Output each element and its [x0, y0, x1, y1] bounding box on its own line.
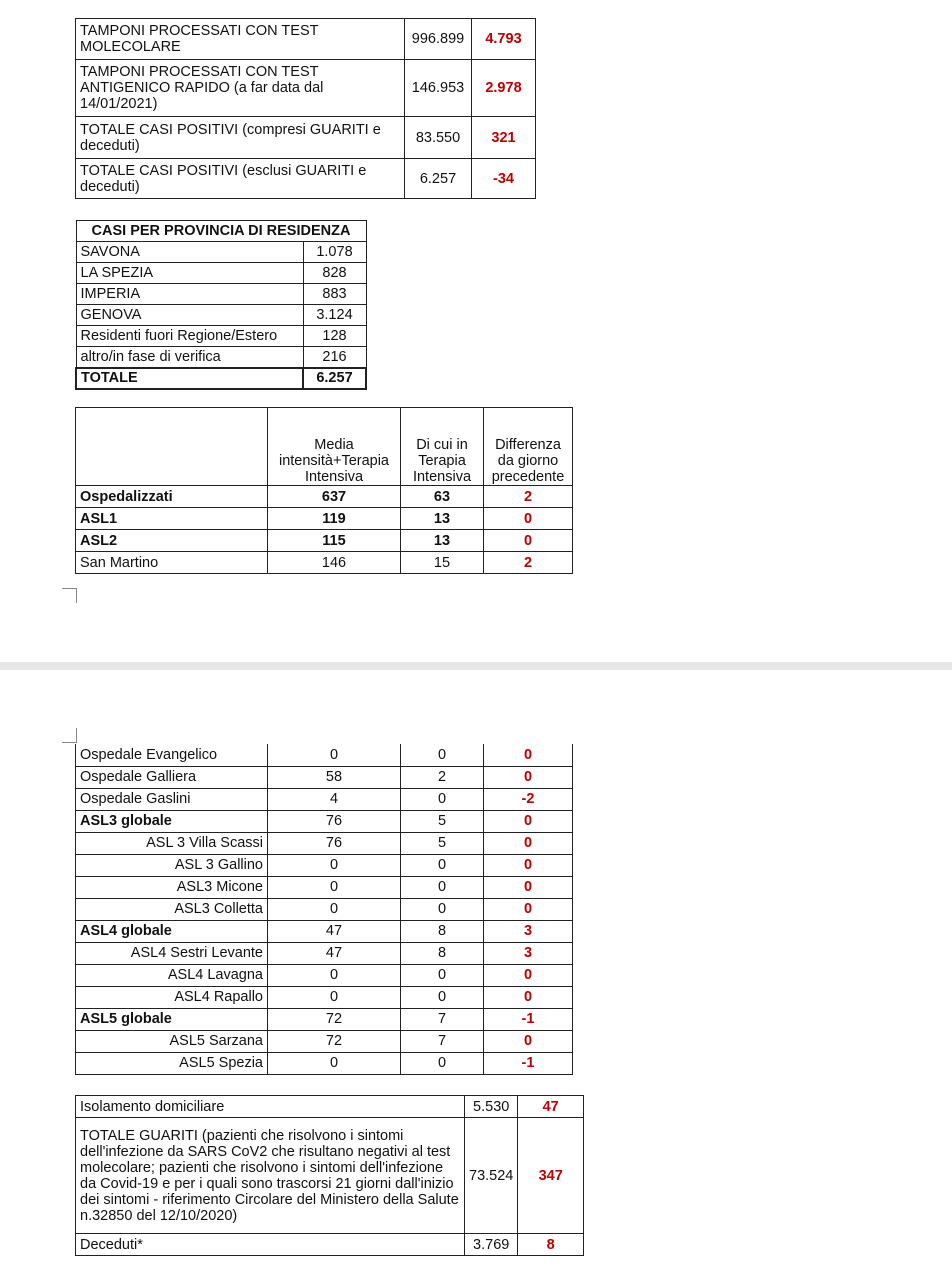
row-differenza: 0: [484, 530, 573, 552]
row-differenza: 3: [484, 920, 573, 942]
row-name: San Martino: [76, 552, 268, 574]
province-value: 216: [303, 347, 366, 368]
row-name: Ospedalizzati: [76, 486, 268, 508]
row-name: Ospedale Gaslini: [76, 788, 268, 810]
row-media: 0: [268, 986, 401, 1008]
outcome-change: 347: [518, 1118, 584, 1234]
row-label: TOTALE CASI POSITIVI (esclusi GUARITI e deceduti): [76, 159, 405, 199]
row-terapia: 0: [401, 964, 484, 986]
province-name: SAVONA: [76, 242, 303, 263]
province-name: Residenti fuori Regione/Estero: [76, 326, 303, 347]
province-header: CASI PER PROVINCIA DI RESIDENZA: [76, 221, 366, 242]
table-row: [76, 305, 366, 326]
table-row: [76, 942, 573, 964]
table-row: [76, 920, 573, 942]
row-media: 47: [268, 920, 401, 942]
row-name: ASL5 Spezia: [76, 1052, 268, 1074]
row-differenza: 0: [484, 986, 573, 1008]
row-terapia: 13: [401, 508, 484, 530]
row-differenza: 0: [484, 766, 573, 788]
row-differenza: 2: [484, 552, 573, 574]
table-row: [76, 964, 573, 986]
row-name: ASL2: [76, 530, 268, 552]
row-name: ASL3 Micone: [76, 876, 268, 898]
province-name: LA SPEZIA: [76, 263, 303, 284]
row-label: TAMPONI PROCESSATI CON TEST MOLECOLARE: [76, 19, 405, 60]
row-media: 115: [268, 530, 401, 552]
table-row: [76, 159, 536, 199]
row-terapia: 7: [401, 1030, 484, 1052]
row-terapia: 0: [401, 788, 484, 810]
table-row: [76, 810, 573, 832]
row-terapia: 0: [401, 1052, 484, 1074]
row-terapia: 0: [401, 876, 484, 898]
table-row: [76, 986, 573, 1008]
table-row: [76, 832, 573, 854]
row-media: 0: [268, 964, 401, 986]
row-terapia: 63: [401, 486, 484, 508]
row-name: ASL 3 Gallino: [76, 854, 268, 876]
row-differenza: 2: [484, 486, 573, 508]
outcome-label: Isolamento domiciliare: [76, 1096, 465, 1118]
row-name: ASL5 Sarzana: [76, 1030, 268, 1052]
row-name: ASL4 Sestri Levante: [76, 942, 268, 964]
table-row: [76, 766, 573, 788]
row-terapia: 15: [401, 552, 484, 574]
outcome-label: TOTALE GUARITI (pazienti che risolvono i sintomi dell'infezione da SARS CoV2 che risultano negativi al test molecolare; pazienti che risolvono i sintomi dell'infezione da Covid-19 e per i quali sono trascorsi 21 giorni dall'inizio dei sintomi - riferimento Circolare del Ministero della Salute n.32850 del 12/10/2020): [76, 1118, 465, 1234]
row-media: 47: [268, 942, 401, 964]
row-terapia: 7: [401, 1008, 484, 1030]
outcome-label: Deceduti*: [76, 1234, 465, 1256]
row-name: ASL4 Rapallo: [76, 986, 268, 1008]
row-name: Ospedale Galliera: [76, 766, 268, 788]
row-media: 119: [268, 508, 401, 530]
summary-table: [75, 18, 536, 199]
row-terapia: 5: [401, 832, 484, 854]
table-row: [76, 284, 366, 305]
table-row: [76, 744, 573, 766]
province-table: [75, 220, 367, 390]
table-row: [76, 347, 366, 368]
table-row: [76, 854, 573, 876]
row-differenza: 0: [484, 1030, 573, 1052]
row-name: ASL 3 Villa Scassi: [76, 832, 268, 854]
row-media: 76: [268, 810, 401, 832]
province-name: altro/in fase di verifica: [76, 347, 303, 368]
province-value: 128: [303, 326, 366, 347]
table-row: [76, 530, 573, 552]
row-label: TOTALE CASI POSITIVI (compresi GUARITI e deceduti): [76, 117, 405, 159]
table-row: [76, 60, 536, 117]
table-header-row: [76, 408, 573, 486]
table-row: [76, 876, 573, 898]
table-row: [76, 263, 366, 284]
table-row: [76, 1052, 573, 1074]
row-terapia: 8: [401, 920, 484, 942]
row-media: 4: [268, 788, 401, 810]
row-differenza: 0: [484, 810, 573, 832]
header-media: Media intensità+Terapia Intensiva: [268, 408, 401, 486]
row-media: 0: [268, 1052, 401, 1074]
table-row: [76, 242, 366, 263]
table-row: [76, 326, 366, 347]
row-value: 83.550: [405, 117, 472, 159]
table-row: [76, 117, 536, 159]
province-value: 1.078: [303, 242, 366, 263]
row-terapia: 0: [401, 744, 484, 766]
province-value: 828: [303, 263, 366, 284]
row-differenza: 0: [484, 832, 573, 854]
row-differenza: 0: [484, 508, 573, 530]
page-corner-mark: [62, 588, 77, 603]
row-media: 0: [268, 744, 401, 766]
table-header-row: [76, 221, 366, 242]
row-change: 4.793: [472, 19, 536, 60]
row-differenza: -1: [484, 1008, 573, 1030]
row-label: TAMPONI PROCESSATI CON TEST ANTIGENICO RAPIDO (a far data dal 14/01/2021): [76, 60, 405, 117]
row-media: 146: [268, 552, 401, 574]
row-differenza: -2: [484, 788, 573, 810]
header-blank: [76, 408, 268, 486]
row-media: 58: [268, 766, 401, 788]
row-name: ASL4 Lavagna: [76, 964, 268, 986]
row-name: ASL3 Colletta: [76, 898, 268, 920]
row-media: 72: [268, 1030, 401, 1052]
row-media: 0: [268, 854, 401, 876]
row-name: ASL4 globale: [76, 920, 268, 942]
row-differenza: 0: [484, 854, 573, 876]
row-terapia: 8: [401, 942, 484, 964]
row-name: ASL1: [76, 508, 268, 530]
row-differenza: 0: [484, 876, 573, 898]
province-name: GENOVA: [76, 305, 303, 326]
row-terapia: 0: [401, 898, 484, 920]
outcome-change: 47: [518, 1096, 584, 1118]
row-value: 996.899: [405, 19, 472, 60]
province-total-label: TOTALE: [76, 368, 303, 389]
table-row: [76, 552, 573, 574]
outcomes-table: [75, 1095, 584, 1256]
row-differenza: 0: [484, 964, 573, 986]
row-change: 321: [472, 117, 536, 159]
row-differenza: 0: [484, 744, 573, 766]
province-value: 883: [303, 284, 366, 305]
province-total-value: 6.257: [303, 368, 366, 389]
outcome-change: 8: [518, 1234, 584, 1256]
table-row: [76, 1234, 584, 1256]
outcome-value: 5.530: [465, 1096, 518, 1118]
table-row: [76, 898, 573, 920]
row-name: Ospedale Evangelico: [76, 744, 268, 766]
header-differenza: Differenza da giorno precedente: [484, 408, 573, 486]
row-terapia: 0: [401, 854, 484, 876]
hospital-table-continued: [75, 744, 573, 1075]
table-total-row: [76, 368, 366, 389]
table-row: [76, 1096, 584, 1118]
row-terapia: 5: [401, 810, 484, 832]
row-change: -34: [472, 159, 536, 199]
row-terapia: 0: [401, 986, 484, 1008]
page-corner-mark: [62, 728, 77, 743]
row-media: 637: [268, 486, 401, 508]
table-row: [76, 19, 536, 60]
row-terapia: 2: [401, 766, 484, 788]
province-value: 3.124: [303, 305, 366, 326]
row-value: 6.257: [405, 159, 472, 199]
row-name: ASL5 globale: [76, 1008, 268, 1030]
page-separator: [0, 662, 952, 670]
row-name: ASL3 globale: [76, 810, 268, 832]
row-media: 0: [268, 876, 401, 898]
row-differenza: 0: [484, 898, 573, 920]
row-media: 0: [268, 898, 401, 920]
table-row: [76, 1008, 573, 1030]
table-row: [76, 508, 573, 530]
row-terapia: 13: [401, 530, 484, 552]
hospital-table: [75, 407, 573, 574]
table-row: [76, 788, 573, 810]
table-row: [76, 486, 573, 508]
table-row: [76, 1030, 573, 1052]
outcome-value: 3.769: [465, 1234, 518, 1256]
row-value: 146.953: [405, 60, 472, 117]
province-name: IMPERIA: [76, 284, 303, 305]
row-differenza: 3: [484, 942, 573, 964]
row-differenza: -1: [484, 1052, 573, 1074]
row-change: 2.978: [472, 60, 536, 117]
table-row: [76, 1118, 584, 1234]
header-terapia: Di cui in Terapia Intensiva: [401, 408, 484, 486]
outcome-value: 73.524: [465, 1118, 518, 1234]
row-media: 76: [268, 832, 401, 854]
row-media: 72: [268, 1008, 401, 1030]
